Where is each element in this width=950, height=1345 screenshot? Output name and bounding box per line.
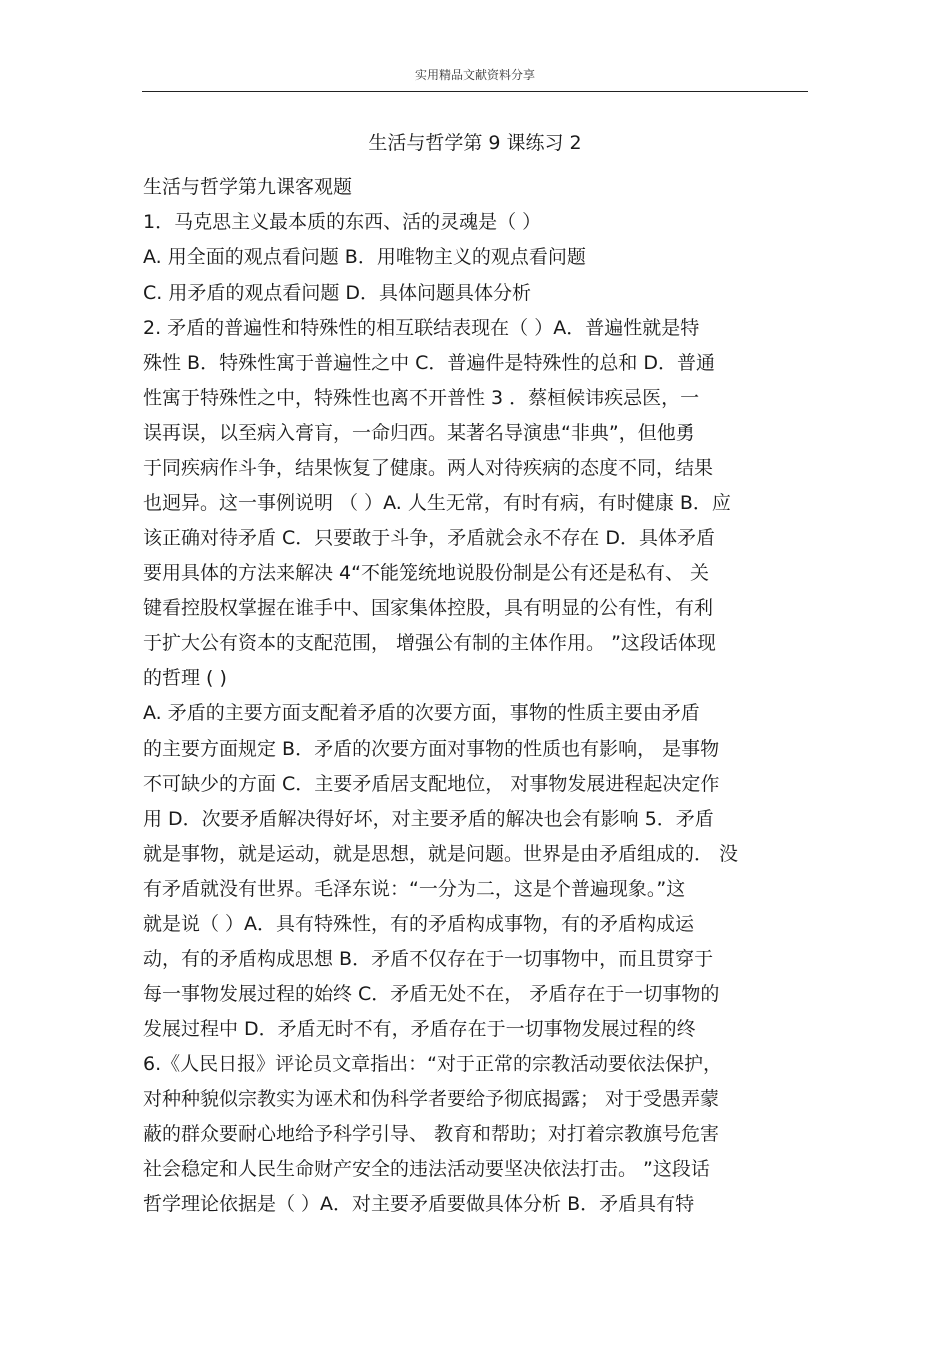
text-line: 有矛盾就没有世界。毛泽东说：“一分为二，这是个普遍现象。”这 [143, 878, 686, 900]
text-line: 殊性 B．特殊性寓于普遍性之中 C．普遍件是特殊性的总和 D．普通 [143, 352, 716, 374]
text-line: 要用具体的方法来解决 4“不能笼统地说股份制是公有还是私有、 关 [143, 562, 710, 584]
text-line: A. 用全面的观点看问题 B．用唯物主义的观点看问题 [143, 246, 586, 268]
text-line: 每一事物发展过程的始终 C．矛盾无处不在， 矛盾存在于一切事物的 [143, 983, 720, 1005]
text-line: 蔽的群众要耐心地给予科学引导、 教育和帮助；对打着宗教旗号危害 [143, 1123, 720, 1145]
text-line: 2. 矛盾的普遍性和特殊性的相互联结表现在（ ）A．普遍性就是特 [143, 317, 700, 339]
text-line: 的主要方面规定 B．矛盾的次要方面对事物的性质也有影响， 是事物 [143, 738, 720, 760]
text-line: 社会稳定和人民生命财产安全的违法活动要坚决依法打击。 ”这段话 [143, 1158, 710, 1180]
document-title: 生活与哲学第 9 课练习 2 [368, 132, 582, 154]
text-line: 对种种貌似宗教实为诬术和伪科学者要给予彻底揭露； 对于受愚弄蒙 [143, 1088, 720, 1110]
page-header: 实用精品文献资料分享 [414, 68, 535, 82]
text-line: 于同疾病作斗争，结果恢复了健康。两人对待疾病的态度不同，结果 [143, 457, 714, 479]
text-line: 就是事物，就是运动，就是思想，就是问题。世界是由矛盾组成的． 没 [143, 843, 739, 865]
text-line: 于扩大公有资本的支配范围， 增强公有制的主体作用。 ”这段话体现 [143, 632, 716, 654]
text-line: 动，有的矛盾构成思想 B．矛盾不仅存在于一切事物中，而且贯穿于 [143, 948, 714, 970]
header-divider [142, 91, 808, 92]
text-line: A. 矛盾的主要方面支配着矛盾的次要方面，事物的性质主要由矛盾 [143, 702, 700, 724]
text-line: 键看控股权掌握在谁手中、国家集体控股，具有明显的公有性，有利 [143, 597, 714, 619]
text-line: 哲学理论依据是（ ）A．对主要矛盾要做具体分析 B．矛盾具有特 [143, 1193, 695, 1215]
text-line: 也迥异。这一事例说明 （ ）A. 人生无常，有时有病，有时健康 B．应 [143, 492, 731, 514]
text-line: 该正确对待矛盾 C．只要敢于斗争，矛盾就会永不存在 D．具体矛盾 [143, 527, 715, 549]
text-line: 就是说（ ）A．具有特殊性，有的矛盾构成事物，有的矛盾构成运 [143, 913, 695, 935]
text-line: 的哲理 ( ) [143, 667, 227, 689]
text-line: C. 用矛盾的观点看问题 D．具体问题具体分析 [143, 282, 532, 304]
text-line: 1．马克思主义最本质的东西、活的灵魂是（ ） [143, 211, 542, 233]
text-line: 不可缺少的方面 C．主要矛盾居支配地位， 对事物发展进程起决定作 [143, 773, 720, 795]
text-line: 6.《人民日报》评论员文章指出：“对于正常的宗教活动要依法保护， [143, 1053, 722, 1075]
text-line: 用 D．次要矛盾解决得好坏，对主要矛盾的解决也会有影响 5．矛盾 [143, 808, 714, 830]
text-line: 生活与哲学第九课客观题 [143, 176, 353, 198]
text-line: 性寓于特殊性之中，特殊性也离不开普性 3 ．蔡桓候讳疾忌医，一 [143, 387, 700, 409]
text-line: 发展过程中 D．矛盾无时不有，矛盾存在于一切事物发展过程的终 [143, 1018, 696, 1040]
text-line: 误再误，以至病入膏肓，一命归西。某著名导演患“非典”，但他勇 [143, 422, 695, 444]
